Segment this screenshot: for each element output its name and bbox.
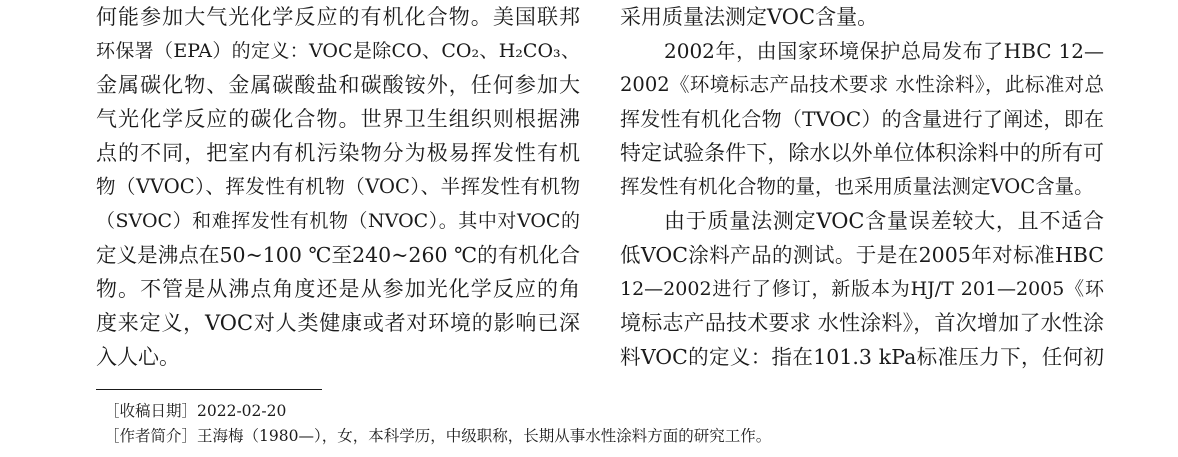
text-line: 度来定义，VOC对人类健康或者对环境的影响已深 (96, 311, 580, 335)
text-line: 气光化学反应的碳化合物。世界卫生组织则根据沸 (96, 107, 580, 131)
text-line: 挥发性有机化合物（TVOC）的含量进行了阐述，即在 (620, 107, 1104, 131)
footnote-divider (96, 389, 322, 390)
text-line: 何能参加大气光化学反应的有机化合物。美国联邦 (96, 5, 580, 29)
text-line: 低VOC涂料产品的测试。于是在2005年对标准HBC (620, 243, 1104, 267)
text-line: 物（VVOC）、挥发性有机物（VOC）、半挥发性有机物 (96, 175, 580, 198)
text-line: 特定试验条件下，除水以外单位体积涂料中的所有可 (620, 141, 1104, 165)
text-line: 定义是沸点在50~100 ℃至240~260 ℃的有机化合 (96, 243, 580, 267)
text-line: （SVOC）和难挥发性有机物（NVOC）。其中对VOC的 (96, 210, 580, 232)
text-line: 环保署（EPA）的定义：VOC是除CO、CO₂、H₂CO₃、 (96, 40, 580, 62)
text-line: 境标志产品技术要求 水性涂料》，首次增加了水性涂 (620, 311, 1104, 335)
paragraph-first-line: 由于质量法测定VOC含量误差较大，且不适合 (664, 209, 1104, 233)
text-line: 物。不管是从沸点角度还是从参加光化学反应的角 (96, 277, 580, 301)
text-line: 料VOC的定义：指在101.3 kPa标准压力下，任何初 (620, 345, 1104, 369)
text-line: 点的不同，把室内有机污染物分为极易挥发性有机 (96, 141, 580, 165)
text-line: 采用质量法测定VOC含量。 (620, 5, 879, 29)
footnote-author-bio: ［作者简介］王海梅（1980—），女，本科学历，中级职称，长期从事水性涂料方面的研究工作。 (104, 427, 772, 445)
text-line: 挥发性有机化合物的量，也采用质量法测定VOC含量。 (620, 175, 1094, 198)
text-line: 金属碳化物、金属碳酸盐和碳酸铵外，任何参加大 (96, 73, 580, 97)
paragraph-first-line: 2002年，由国家环境保护总局发布了HBC 12— (664, 39, 1104, 63)
text-line: 12—2002进行了修订，新版本为HJ/T 201—2005《环 (620, 278, 1104, 300)
text-line: 入人心。 (96, 345, 180, 369)
footnote-received-date: ［收稿日期］2022-02-20 (104, 402, 287, 420)
text-line: 2002《环境标志产品技术要求 水性涂料》，此标准对总 (620, 73, 1104, 96)
